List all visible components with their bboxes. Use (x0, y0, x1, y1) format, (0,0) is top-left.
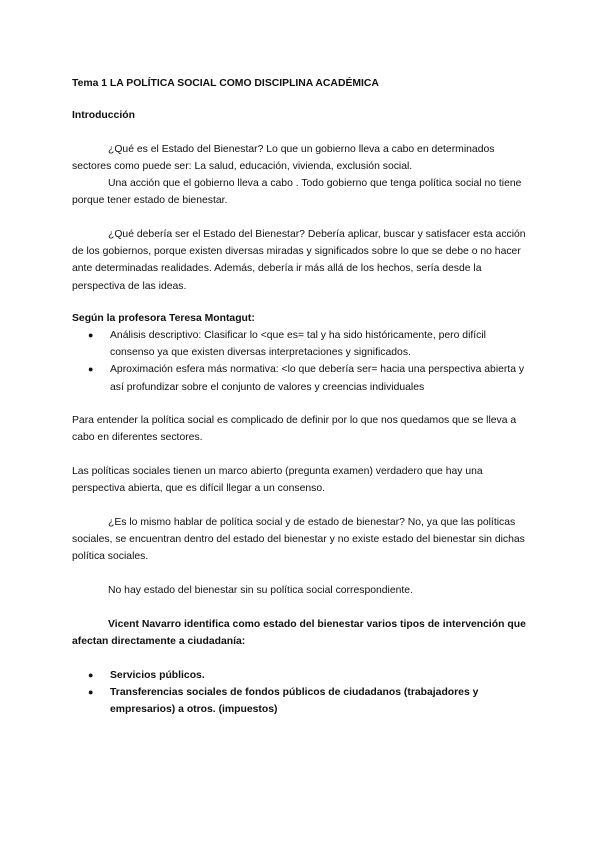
document-title: Tema 1 LA POLÍTICA SOCIAL COMO DISCIPLINA ACADÉMICA (72, 78, 379, 89)
bullet-icon: ● (88, 670, 94, 680)
intro-heading: Introducción (72, 110, 135, 121)
montagut-heading: Según la profesora Teresa Montagut: (72, 313, 255, 324)
list-item-text: Servicios públicos. (110, 670, 205, 681)
paragraph-no-welfare-without-policy: No hay estado del bienestar sin su política social correspondiente. (108, 585, 413, 596)
list-item-text: Aproximación esfera más normativa: <lo que debería ser= hacia una perspectiva abierta y así profundizar sobre el conjunto de valores y creencias individuales (110, 364, 525, 393)
paragraph-open-framework: Las políticas sociales tienen un marco abierto (pregunta examen) verdadero que hay una perspectiva abierta, que es difícil llegar a un consenso. (72, 466, 483, 495)
paragraph-government-action: Una acción que el gobierno lleva a cabo . Todo gobierno que tenga política social no tiene porque tener estado de bienestar. (72, 178, 522, 207)
list-item-text: Transferencias sociales de fondos públicos de ciudadanos (trabajadores y empresarios) a otros. (impuestos) (110, 687, 479, 716)
list-item (72, 327, 532, 361)
montagut-list (72, 327, 532, 396)
navarro-list (72, 667, 532, 719)
paragraph-should-be: ¿Qué debería ser el Estado del Bienestar? Debería aplicar, buscar y satisfacer esta acción de los gobiernos, porque existen diversas miradas y significados sobre lo que se debe o no hacer ante determinadas realidades. Además, debería ir más allá de los hechos, sería desde la perspectiva de las ideas. (72, 229, 526, 292)
list-item (72, 667, 532, 684)
bullet-icon: ● (88, 364, 94, 375)
list-item (72, 361, 532, 395)
paragraph-social-policy-definition: Para entender la política social es complicado de definir por lo que nos quedamos que se lleva a cabo en diferentes sectores. (72, 415, 517, 444)
bullet-icon: ● (88, 687, 94, 698)
paragraph-same-thing-question: ¿Es lo mismo hablar de política social y de estado de bienestar? No, ya que las políticas sociales, se encuentran dentro del estado del bienestar y no existe estado del bienestar sin dichas política sociales. (72, 517, 525, 563)
list-item (72, 684, 532, 718)
list-item-text: Análisis descriptivo: Clasificar lo <que es= tal y ha sido históricamente, pero difícil consenso ya que existen diversas interpretaciones y significados. (110, 330, 486, 359)
bullet-icon: ● (88, 330, 94, 340)
paragraph-navarro: Vicent Navarro identifica como estado del bienestar varios tipos de intervención que afectan directamente a ciudadanía: (72, 619, 526, 648)
paragraph-welfare-question: ¿Qué es el Estado del Bienestar? Lo que un gobierno lleva a cabo en determinados sectores como puede ser: La salud, educación, vivienda, exclusión social. (72, 144, 495, 173)
